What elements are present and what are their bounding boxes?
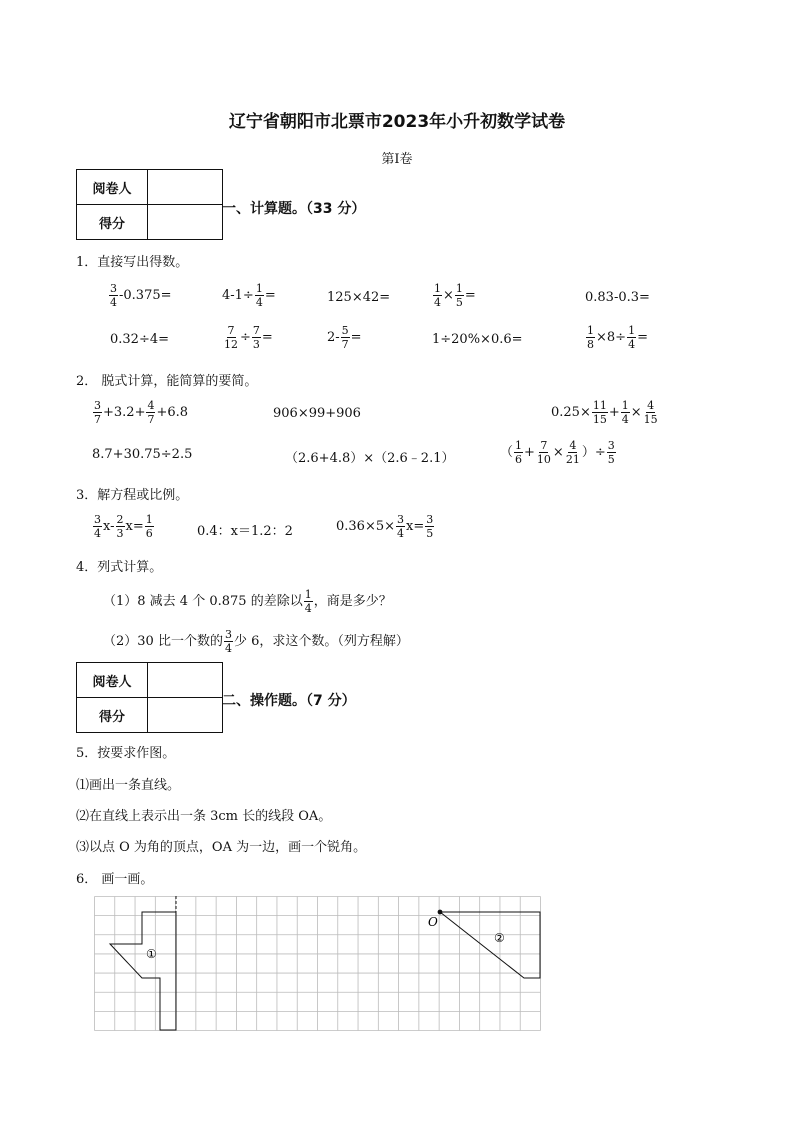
q5-step-2: ⑵在直线上表示出一条 3cm 长的线段 OA。: [76, 809, 332, 824]
q1-item-4: $\frac{1}{4}$ × $\frac{1}{5}$ =: [434, 282, 476, 309]
q3-item-2: 0.4：x＝1.2：2: [197, 524, 293, 539]
fraction: $\frac{5}{7}$: [341, 324, 349, 351]
score-cell[interactable]: [148, 698, 223, 733]
score-cell[interactable]: [148, 205, 223, 240]
q4-sub1: （1）8 减去 4 个 0.875 的差除以 $\frac{1}{4}$ ，商是多少？: [103, 588, 392, 615]
point-o: [438, 910, 443, 915]
q1-item-8: 2- $\frac{5}{7}$ =: [327, 324, 362, 351]
q3-item-1: $\frac{3}{4}$ x- $\frac{2}{3}$ x= $\frac{1}{6}$: [94, 513, 153, 540]
q1-item-9: 1÷20%×0.6=: [432, 332, 523, 347]
fraction: $\frac{1}{4}$: [255, 282, 263, 309]
section2-heading: 二、操作题。（7 分）: [222, 693, 356, 709]
fraction: $\frac{3}{5}$: [426, 513, 434, 540]
fraction: $\frac{3}{4}$: [397, 513, 405, 540]
q1-item-2: 4-1÷ $\frac{1}{4}$ =: [222, 282, 276, 309]
page-title: 辽宁省朝阳市北票市2023年小升初数学试卷: [228, 112, 566, 132]
fraction: $\frac{4}{21}$: [565, 439, 580, 466]
score-label: 得分: [77, 205, 148, 240]
q2-item-1: $\frac{3}{7}$ +3.2+ $\frac{4}{7}$ +6.8: [94, 399, 189, 426]
q5-step-1: ⑴画出一条直线。: [76, 778, 181, 793]
score-table-2: [76, 662, 223, 733]
fraction: $\frac{3}{4}$: [224, 628, 232, 655]
fraction: $\frac{7}{10}$: [536, 439, 551, 466]
q1-label: 1．直接写出得数。: [76, 255, 189, 270]
q5-label: 5．按要求作图。: [76, 746, 176, 761]
q5-step-3: ⑶以点 O 为角的顶点，OA 为一边，画一个锐角。: [76, 840, 367, 855]
reviewer-cell[interactable]: [148, 170, 223, 205]
fraction: $\frac{1}{5}$: [455, 282, 463, 309]
q2-item-6: （ $\frac{1}{6}$ + $\frac{7}{10}$ × $\frac{4}{21}$ ）÷ $\frac{3}{5}$: [500, 439, 615, 466]
reviewer-label: 阅卷人: [77, 663, 148, 698]
reviewer-cell[interactable]: [148, 663, 223, 698]
q1-item-10: $\frac{1}{8}$ ×8÷ $\frac{1}{4}$ =: [587, 324, 648, 351]
point-o-label: O: [428, 915, 438, 929]
shape-2: [440, 912, 540, 978]
q3-item-3: 0.36×5× $\frac{3}{4}$ x= $\frac{3}{5}$: [336, 513, 434, 540]
fraction: $\frac{11}{15}$: [592, 399, 607, 426]
score-label: 得分: [77, 698, 148, 733]
q2-label: 2． 脱式计算，能简算的要简。: [76, 374, 258, 389]
q1-item-5: 0.83-0.3=: [585, 290, 650, 305]
q4-label: 4．列式计算。: [76, 560, 163, 575]
q6-label: 6． 画一画。: [76, 872, 154, 887]
section1-heading: 一、计算题。（33 分）: [222, 201, 366, 217]
fraction: $\frac{7}{3}$: [252, 324, 260, 351]
fraction: $\frac{4}{7}$: [147, 399, 155, 426]
fraction: $\frac{1}{4}$: [621, 399, 629, 426]
fraction: $\frac{2}{3}$: [116, 513, 124, 540]
fraction: $\frac{3}{4}$: [110, 282, 117, 309]
q1-item-7: $\frac{7}{12}$ ÷ $\frac{7}{3}$ =: [224, 324, 273, 351]
fraction: $\frac{1}{4}$: [434, 282, 441, 309]
score-table-1: [76, 169, 223, 240]
fraction: $\frac{1}{8}$: [587, 324, 594, 351]
reviewer-label: 阅卷人: [77, 170, 148, 205]
fraction: $\frac{3}{7}$: [94, 399, 101, 426]
q2-item-5: （2.6+4.8）×（2.6﹣2.1）: [285, 451, 455, 466]
q1-item-1: $\frac{3}{4}$ -0.375=: [110, 282, 172, 309]
q2-item-4: 8.7+30.75÷2.5: [92, 447, 193, 462]
q3-label: 3．解方程或比例。: [76, 488, 189, 503]
q2-item-3: 0.25× $\frac{11}{15}$ + $\frac{1}{4}$ × $\frac{4}{15}$: [551, 399, 658, 426]
q1-item-3: 125×42=: [327, 290, 391, 305]
fraction: $\frac{1}{6}$: [145, 513, 153, 540]
drawing-grid-figure[interactable]: [94, 896, 542, 1032]
q1-item-6: 0.32÷4=: [110, 332, 170, 347]
fraction: $\frac{1}{4}$: [304, 588, 312, 615]
fraction: $\frac{3}{4}$: [94, 513, 101, 540]
shape-1-label: ①: [146, 947, 157, 961]
fraction: $\frac{4}{15}$: [643, 399, 658, 426]
shape-2-label: ②: [494, 931, 505, 945]
grid-lines: [95, 897, 541, 1031]
page-subtitle: 第Ⅰ卷: [381, 152, 413, 167]
fraction: $\frac{7}{12}$: [224, 324, 238, 351]
fraction: $\frac{1}{4}$: [628, 324, 636, 351]
q4-sub2: （2）30 比一个数的 $\frac{3}{4}$ 少 6，求这个数。（列方程解）: [103, 628, 409, 655]
fraction: $\frac{3}{5}$: [607, 439, 615, 466]
shape-1: [110, 912, 176, 1030]
fraction: $\frac{1}{6}$: [515, 439, 523, 466]
q2-item-2: 906×99+906: [273, 406, 361, 421]
